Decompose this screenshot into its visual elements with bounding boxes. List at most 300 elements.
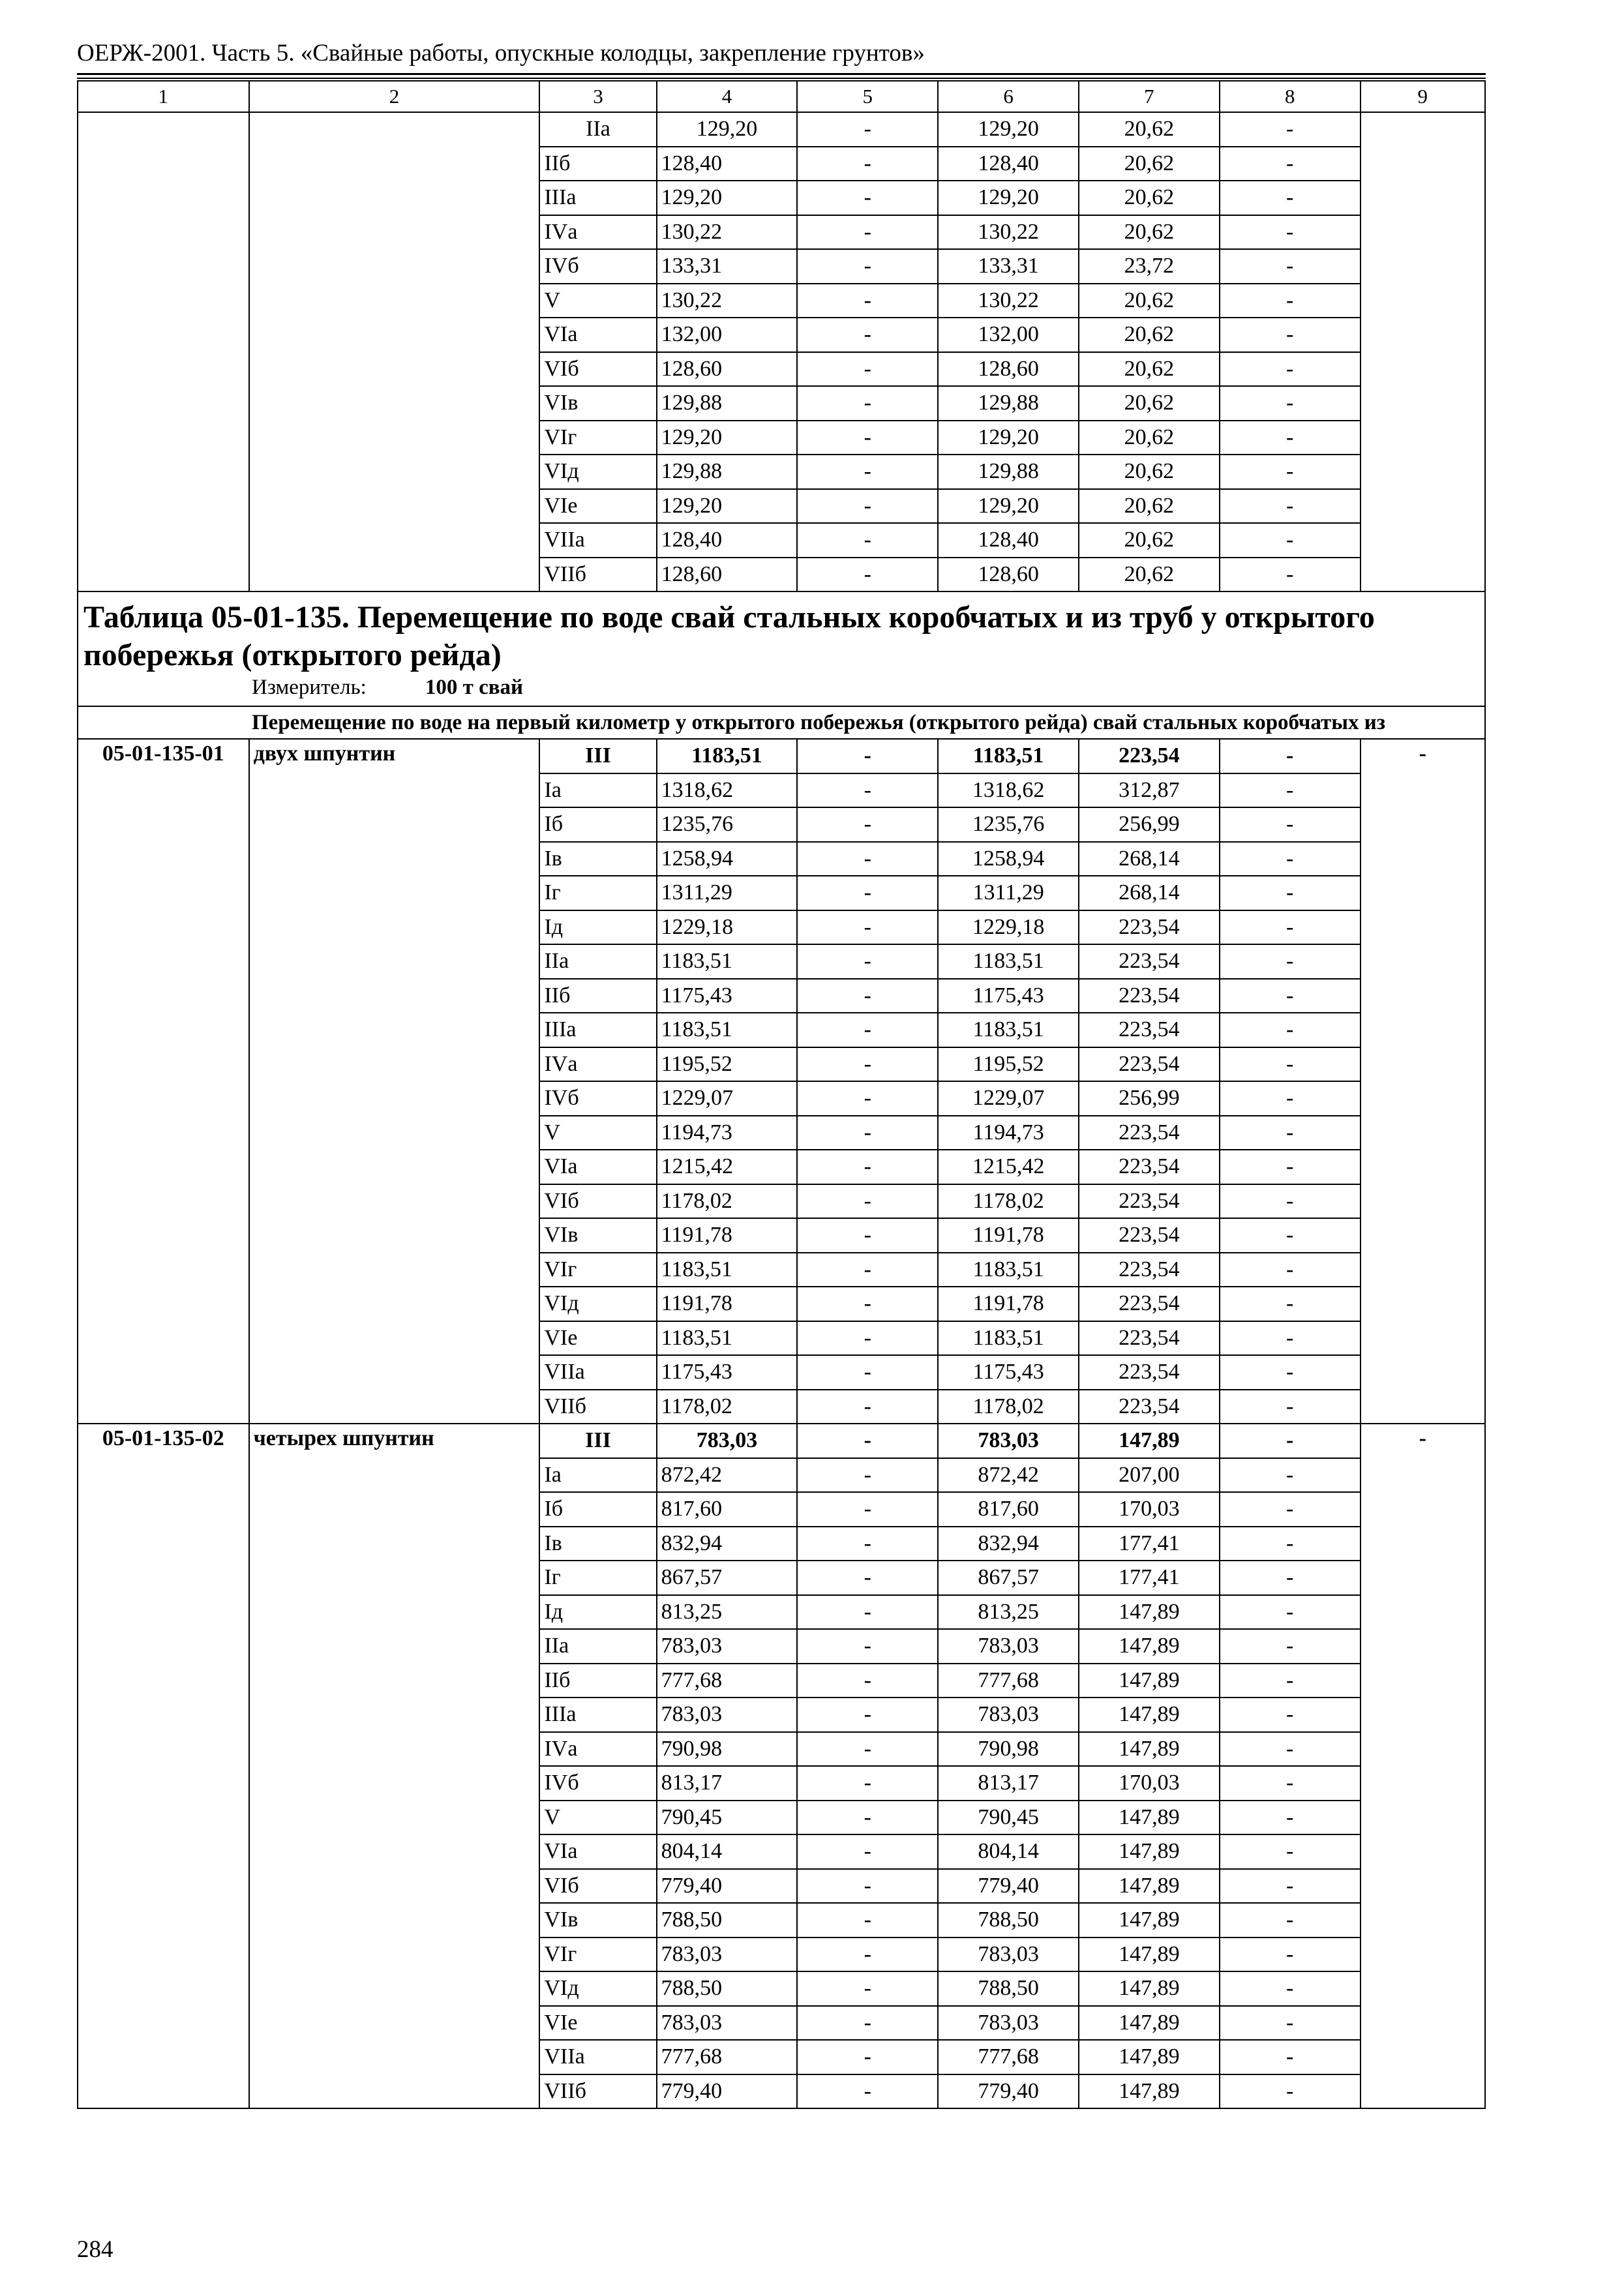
page-number: 284: [77, 2236, 113, 2263]
total-cost-cell: 783,03: [657, 2006, 798, 2041]
zone-cell: IIа: [539, 112, 656, 147]
materials-cell: -: [1220, 2040, 1361, 2074]
labor-cost-cell: -: [797, 147, 938, 181]
materials-cell: -: [1220, 318, 1361, 352]
total-cost-cell: 804,14: [657, 1834, 798, 1869]
zone-cell: VIв: [539, 386, 656, 421]
total-cost-cell: 783,03: [657, 1698, 798, 1732]
labor-cost-cell: -: [797, 1664, 938, 1698]
machine-cost-cell: 133,31: [938, 249, 1079, 284]
zone-cell: IVа: [539, 215, 656, 250]
machinist-wage-cell: 147,89: [1079, 2006, 1220, 2041]
machinist-wage-cell: 207,00: [1079, 1458, 1220, 1493]
labor-cost-cell: -: [797, 842, 938, 876]
total-cost-cell: 1183,51: [657, 1321, 798, 1356]
machine-cost-cell: 872,42: [938, 1458, 1079, 1493]
machine-cost-cell: 1229,18: [938, 910, 1079, 945]
zone-cell: IIIа: [539, 181, 656, 215]
materials-cell: -: [1220, 1937, 1361, 1972]
materials-cell: -: [1220, 1458, 1361, 1493]
zone-cell: VIа: [539, 318, 656, 352]
total-cost-cell: 783,03: [657, 1629, 798, 1664]
materials-cell: -: [1220, 1629, 1361, 1664]
machine-cost-cell: 128,40: [938, 523, 1079, 558]
machinist-wage-cell: 177,41: [1079, 1561, 1220, 1595]
machine-cost-cell: 1175,43: [938, 1355, 1079, 1390]
zone-cell: VIг: [539, 421, 656, 455]
materials-cell: -: [1220, 386, 1361, 421]
zone-cell: Iа: [539, 1458, 656, 1493]
zone-cell: Iб: [539, 1492, 656, 1527]
item-name-cell: [249, 112, 540, 591]
column-number: 8: [1220, 81, 1361, 112]
materials-cell: -: [1220, 1801, 1361, 1835]
total-cost-cell: 1235,76: [657, 807, 798, 842]
total-cost-cell: 1229,07: [657, 1081, 798, 1116]
machinist-wage-cell: 223,54: [1079, 1321, 1220, 1356]
machinist-wage-cell: 147,89: [1079, 1869, 1220, 1904]
labor-cost-cell: -: [797, 1047, 938, 1082]
zone-cell: VIIб: [539, 1390, 656, 1424]
materials-cell: -: [1220, 1698, 1361, 1732]
machine-cost-cell: 128,40: [938, 147, 1079, 181]
machine-cost-cell: 1191,78: [938, 1218, 1079, 1253]
total-cost-cell: 813,17: [657, 1766, 798, 1801]
total-cost-cell: 1183,51: [657, 1253, 798, 1287]
zone-cell: IVа: [539, 1047, 656, 1082]
labor-cost-cell: -: [797, 284, 938, 318]
machine-cost-cell: 783,03: [938, 1629, 1079, 1664]
item-code-cell: 05-01-135-01: [78, 739, 249, 1424]
machine-cost-cell: 1183,51: [938, 1321, 1079, 1356]
machine-cost-cell: 130,22: [938, 284, 1079, 318]
machine-cost-cell: 783,03: [938, 2006, 1079, 2041]
zone-cell: VIе: [539, 489, 656, 524]
rates-table: [77, 80, 1486, 2109]
materials-cell: -: [1220, 181, 1361, 215]
machinist-wage-cell: 147,89: [1079, 1903, 1220, 1937]
zone-cell: Iв: [539, 1527, 656, 1561]
machinist-wage-cell: 223,54: [1079, 1013, 1220, 1047]
zone-cell: IVа: [539, 1732, 656, 1767]
machine-cost-cell: 1215,42: [938, 1150, 1079, 1184]
machine-cost-cell: 1178,02: [938, 1184, 1079, 1219]
total-cost-cell: 1178,02: [657, 1184, 798, 1219]
machine-cost-cell: 1178,02: [938, 1390, 1079, 1424]
total-cost-cell: 128,40: [657, 147, 798, 181]
machine-cost-cell: 788,50: [938, 1903, 1079, 1937]
zone-cell: VIе: [539, 2006, 656, 2041]
machinist-wage-cell: 147,89: [1079, 1937, 1220, 1972]
labor-cost-cell: -: [797, 1801, 938, 1835]
machine-cost-cell: 783,03: [938, 1424, 1079, 1458]
labor-cost-cell: -: [797, 1869, 938, 1904]
labor-cost-cell: -: [797, 1218, 938, 1253]
machine-cost-cell: 777,68: [938, 2040, 1079, 2074]
labor-cost-cell: -: [797, 1698, 938, 1732]
subheading-row: [78, 706, 1485, 739]
machine-cost-cell: 1183,51: [938, 739, 1079, 773]
labor-cost-cell: -: [797, 1766, 938, 1801]
machinist-wage-cell: 223,54: [1079, 1390, 1220, 1424]
materials-cell: -: [1220, 284, 1361, 318]
labor-cost-cell: -: [797, 1150, 938, 1184]
materials-cell: -: [1220, 2006, 1361, 2041]
labor-cost-cell: -: [797, 979, 938, 1013]
total-cost-cell: 817,60: [657, 1492, 798, 1527]
machinist-wage-cell: 223,54: [1079, 1150, 1220, 1184]
header-rule-thick: [77, 73, 1486, 75]
machine-cost-cell: 1229,07: [938, 1081, 1079, 1116]
total-cost-cell: 1178,02: [657, 1390, 798, 1424]
machinist-wage-cell: 256,99: [1079, 1081, 1220, 1116]
machine-cost-cell: 1194,73: [938, 1116, 1079, 1150]
total-cost-cell: 777,68: [657, 2040, 798, 2074]
labor-cost-cell: -: [797, 773, 938, 808]
machinist-wage-cell: 20,62: [1079, 112, 1220, 147]
zone-cell: IIа: [539, 1629, 656, 1664]
zone-cell: Iд: [539, 910, 656, 945]
machinist-wage-cell: 20,62: [1079, 421, 1220, 455]
labor-cost-cell: -: [797, 181, 938, 215]
zone-cell: Iа: [539, 773, 656, 808]
labor-cost-cell: -: [797, 1492, 938, 1527]
table-title-row: [78, 591, 1485, 706]
materials-cell: -: [1220, 1390, 1361, 1424]
materials-cell: -: [1220, 1834, 1361, 1869]
total-cost-cell: 129,20: [657, 421, 798, 455]
total-cost-cell: 783,03: [657, 1424, 798, 1458]
labor-cost-cell: -: [797, 944, 938, 979]
zone-cell: VIе: [539, 1321, 656, 1356]
labor-cost-cell: -: [797, 489, 938, 524]
zone-cell: IIа: [539, 944, 656, 979]
zone-cell: IIб: [539, 1664, 656, 1698]
machine-cost-cell: 1311,29: [938, 876, 1079, 910]
machine-cost-cell: 813,25: [938, 1595, 1079, 1630]
labor-cost-cell: -: [797, 807, 938, 842]
zone-cell: IIб: [539, 147, 656, 181]
total-cost-cell: 1229,18: [657, 910, 798, 945]
labor-cost-cell: -: [797, 1561, 938, 1595]
materials-cell: -: [1220, 1766, 1361, 1801]
materials-cell: -: [1220, 1595, 1361, 1630]
labor-hours-cell: [1361, 112, 1485, 591]
materials-cell: -: [1220, 1664, 1361, 1698]
machine-cost-cell: 779,40: [938, 2074, 1079, 2109]
column-number: 4: [657, 81, 798, 112]
total-cost-cell: 1183,51: [657, 739, 798, 773]
labor-cost-cell: -: [797, 1629, 938, 1664]
machinist-wage-cell: 268,14: [1079, 842, 1220, 876]
total-cost-cell: 790,98: [657, 1732, 798, 1767]
column-number: 2: [249, 81, 540, 112]
materials-cell: -: [1220, 1150, 1361, 1184]
total-cost-cell: 790,45: [657, 1801, 798, 1835]
labor-cost-cell: -: [797, 1903, 938, 1937]
machinist-wage-cell: 147,89: [1079, 1801, 1220, 1835]
machine-cost-cell: 129,88: [938, 386, 1079, 421]
zone-cell: Iд: [539, 1595, 656, 1630]
machine-cost-cell: 1195,52: [938, 1047, 1079, 1082]
machine-cost-cell: 777,68: [938, 1664, 1079, 1698]
column-number: 1: [78, 81, 249, 112]
machinist-wage-cell: 170,03: [1079, 1492, 1220, 1527]
labor-cost-cell: -: [797, 910, 938, 945]
zone-cell: VIб: [539, 1869, 656, 1904]
labor-cost-cell: -: [797, 1834, 938, 1869]
materials-cell: -: [1220, 1903, 1361, 1937]
labor-cost-cell: -: [797, 2040, 938, 2074]
zone-cell: VIб: [539, 352, 656, 387]
machinist-wage-cell: 147,89: [1079, 1834, 1220, 1869]
zone-cell: V: [539, 284, 656, 318]
total-cost-cell: 1195,52: [657, 1047, 798, 1082]
labor-cost-cell: -: [797, 215, 938, 250]
machine-cost-cell: 129,20: [938, 421, 1079, 455]
total-cost-cell: 130,22: [657, 284, 798, 318]
labor-cost-cell: -: [797, 2006, 938, 2041]
machinist-wage-cell: 20,62: [1079, 386, 1220, 421]
zone-cell: Iб: [539, 807, 656, 842]
labor-cost-cell: -: [797, 386, 938, 421]
zone-cell: IVб: [539, 249, 656, 284]
labor-cost-cell: -: [797, 1458, 938, 1493]
machinist-wage-cell: 147,89: [1079, 1629, 1220, 1664]
materials-cell: -: [1220, 147, 1361, 181]
machine-cost-cell: 129,20: [938, 181, 1079, 215]
materials-cell: -: [1220, 1047, 1361, 1082]
machine-cost-cell: 1318,62: [938, 773, 1079, 808]
machinist-wage-cell: 20,62: [1079, 489, 1220, 524]
machinist-wage-cell: 147,89: [1079, 2074, 1220, 2109]
zone-cell: Iв: [539, 842, 656, 876]
total-cost-cell: 1183,51: [657, 1013, 798, 1047]
zone-cell: V: [539, 1801, 656, 1835]
materials-cell: -: [1220, 215, 1361, 250]
zone-cell: IVб: [539, 1766, 656, 1801]
machinist-wage-cell: 147,89: [1079, 1595, 1220, 1630]
zone-cell: VIIа: [539, 523, 656, 558]
machinist-wage-cell: 312,87: [1079, 773, 1220, 808]
table-row: [78, 739, 1485, 773]
measurer-label: Измеритель:: [252, 676, 367, 699]
machinist-wage-cell: 223,54: [1079, 1355, 1220, 1390]
total-cost-cell: 128,40: [657, 523, 798, 558]
materials-cell: -: [1220, 112, 1361, 147]
labor-cost-cell: -: [797, 1355, 938, 1390]
machinist-wage-cell: 223,54: [1079, 1047, 1220, 1082]
materials-cell: -: [1220, 421, 1361, 455]
total-cost-cell: 872,42: [657, 1458, 798, 1493]
rates-table-body: [78, 81, 1485, 2108]
item-code-cell: 05-01-135-02: [78, 1424, 249, 2108]
total-cost-cell: 129,20: [657, 489, 798, 524]
total-cost-cell: 1175,43: [657, 1355, 798, 1390]
machinist-wage-cell: 256,99: [1079, 807, 1220, 842]
labor-cost-cell: -: [797, 1595, 938, 1630]
machine-cost-cell: 1175,43: [938, 979, 1079, 1013]
zone-cell: III: [539, 739, 656, 773]
running-header: ОЕРЖ-2001. Часть 5. «Свайные работы, опускные колодцы, закрепление грунтов»: [77, 40, 925, 67]
machine-cost-cell: 790,98: [938, 1732, 1079, 1767]
materials-cell: -: [1220, 773, 1361, 808]
total-cost-cell: 1311,29: [657, 876, 798, 910]
labor-cost-cell: -: [797, 558, 938, 592]
labor-cost-cell: -: [797, 739, 938, 773]
labor-cost-cell: -: [797, 318, 938, 352]
machine-cost-cell: 128,60: [938, 352, 1079, 387]
zone-cell: VIд: [539, 1287, 656, 1321]
machine-cost-cell: 817,60: [938, 1492, 1079, 1527]
machinist-wage-cell: 20,62: [1079, 318, 1220, 352]
labor-cost-cell: -: [797, 1287, 938, 1321]
materials-cell: -: [1220, 842, 1361, 876]
total-cost-cell: 130,22: [657, 215, 798, 250]
materials-cell: -: [1220, 1561, 1361, 1595]
total-cost-cell: 129,88: [657, 386, 798, 421]
table-title: Таблица 05-01-135. Перемещение по воде свай стальных коробчатых и из труб у открытого побережья (открытого рейда): [83, 600, 1375, 672]
total-cost-cell: 1258,94: [657, 842, 798, 876]
machine-cost-cell: 130,22: [938, 215, 1079, 250]
machine-cost-cell: 132,00: [938, 318, 1079, 352]
labor-cost-cell: -: [797, 1424, 938, 1458]
zone-cell: VIа: [539, 1150, 656, 1184]
machine-cost-cell: 1183,51: [938, 1253, 1079, 1287]
zone-cell: VIб: [539, 1184, 656, 1219]
total-cost-cell: 1215,42: [657, 1150, 798, 1184]
zone-cell: VIг: [539, 1937, 656, 1972]
materials-cell: -: [1220, 1355, 1361, 1390]
labor-cost-cell: -: [797, 249, 938, 284]
column-number: 9: [1361, 81, 1485, 112]
materials-cell: -: [1220, 352, 1361, 387]
column-number: 6: [938, 81, 1079, 112]
zone-cell: VIд: [539, 1971, 656, 2006]
materials-cell: -: [1220, 523, 1361, 558]
labor-cost-cell: -: [797, 523, 938, 558]
labor-cost-cell: -: [797, 1321, 938, 1356]
machinist-wage-cell: 147,89: [1079, 1424, 1220, 1458]
materials-cell: -: [1220, 1081, 1361, 1116]
machine-cost-cell: 1191,78: [938, 1287, 1079, 1321]
machine-cost-cell: 1258,94: [938, 842, 1079, 876]
labor-cost-cell: -: [797, 421, 938, 455]
machinist-wage-cell: 147,89: [1079, 1971, 1220, 2006]
table-row: [78, 112, 1485, 147]
materials-cell: -: [1220, 1869, 1361, 1904]
item-name-cell: двух шпунтин: [249, 739, 540, 1424]
zone-cell: IIб: [539, 979, 656, 1013]
column-number-row: [78, 81, 1485, 112]
machine-cost-cell: 804,14: [938, 1834, 1079, 1869]
machine-cost-cell: 783,03: [938, 1937, 1079, 1972]
machinist-wage-cell: 20,62: [1079, 352, 1220, 387]
total-cost-cell: 832,94: [657, 1527, 798, 1561]
column-number: 7: [1079, 81, 1220, 112]
column-number: 5: [797, 81, 938, 112]
labor-cost-cell: -: [797, 1184, 938, 1219]
labor-cost-cell: -: [797, 1116, 938, 1150]
zone-cell: VIIа: [539, 2040, 656, 2074]
total-cost-cell: 779,40: [657, 1869, 798, 1904]
zone-cell: IIIа: [539, 1698, 656, 1732]
machinist-wage-cell: 177,41: [1079, 1527, 1220, 1561]
total-cost-cell: 783,03: [657, 1937, 798, 1972]
materials-cell: -: [1220, 739, 1361, 773]
machinist-wage-cell: 20,62: [1079, 181, 1220, 215]
zone-cell: IVб: [539, 1081, 656, 1116]
zone-cell: VIг: [539, 1253, 656, 1287]
zone-cell: V: [539, 1116, 656, 1150]
materials-cell: -: [1220, 1971, 1361, 2006]
item-name-cell: четырех шпунтин: [249, 1424, 540, 2108]
materials-cell: -: [1220, 249, 1361, 284]
machinist-wage-cell: 147,89: [1079, 2040, 1220, 2074]
materials-cell: -: [1220, 1253, 1361, 1287]
machine-cost-cell: 1183,51: [938, 1013, 1079, 1047]
machinist-wage-cell: 147,89: [1079, 1732, 1220, 1767]
total-cost-cell: 1191,78: [657, 1218, 798, 1253]
labor-cost-cell: -: [797, 1527, 938, 1561]
machine-cost-cell: 788,50: [938, 1971, 1079, 2006]
total-cost-cell: 1318,62: [657, 773, 798, 808]
total-cost-cell: 779,40: [657, 2074, 798, 2109]
machinist-wage-cell: 147,89: [1079, 1664, 1220, 1698]
labor-hours-cell: -: [1361, 1424, 1485, 2108]
machinist-wage-cell: 23,72: [1079, 249, 1220, 284]
materials-cell: -: [1220, 455, 1361, 489]
total-cost-cell: 788,50: [657, 1903, 798, 1937]
machinist-wage-cell: 20,62: [1079, 284, 1220, 318]
labor-cost-cell: -: [797, 1937, 938, 1972]
total-cost-cell: 132,00: [657, 318, 798, 352]
total-cost-cell: 1175,43: [657, 979, 798, 1013]
machinist-wage-cell: 147,89: [1079, 1698, 1220, 1732]
materials-cell: -: [1220, 1527, 1361, 1561]
machine-cost-cell: 813,17: [938, 1766, 1079, 1801]
measurer-value: 100 т свай: [425, 676, 524, 699]
total-cost-cell: 1191,78: [657, 1287, 798, 1321]
total-cost-cell: 1194,73: [657, 1116, 798, 1150]
machine-cost-cell: 867,57: [938, 1561, 1079, 1595]
measurer-line: [252, 674, 1479, 700]
zone-cell: III: [539, 1424, 656, 1458]
materials-cell: -: [1220, 558, 1361, 592]
zone-cell: Iг: [539, 876, 656, 910]
machinist-wage-cell: 223,54: [1079, 1218, 1220, 1253]
labor-hours-cell: -: [1361, 739, 1485, 1424]
zone-cell: VIв: [539, 1218, 656, 1253]
subheading: Перемещение по воде на первый километр у открытого побережья (открытого рейда) свай стальных коробчатых из: [252, 711, 1386, 734]
machine-cost-cell: 783,03: [938, 1698, 1079, 1732]
total-cost-cell: 777,68: [657, 1664, 798, 1698]
machinist-wage-cell: 223,54: [1079, 944, 1220, 979]
labor-cost-cell: -: [797, 455, 938, 489]
subheading-cell: [78, 706, 1485, 739]
table-title-cell: [78, 591, 1485, 706]
total-cost-cell: 128,60: [657, 558, 798, 592]
machinist-wage-cell: 268,14: [1079, 876, 1220, 910]
labor-cost-cell: -: [797, 2074, 938, 2109]
materials-cell: -: [1220, 1424, 1361, 1458]
materials-cell: -: [1220, 1116, 1361, 1150]
zone-cell: Iг: [539, 1561, 656, 1595]
materials-cell: -: [1220, 1321, 1361, 1356]
materials-cell: -: [1220, 807, 1361, 842]
materials-cell: -: [1220, 1013, 1361, 1047]
materials-cell: -: [1220, 944, 1361, 979]
